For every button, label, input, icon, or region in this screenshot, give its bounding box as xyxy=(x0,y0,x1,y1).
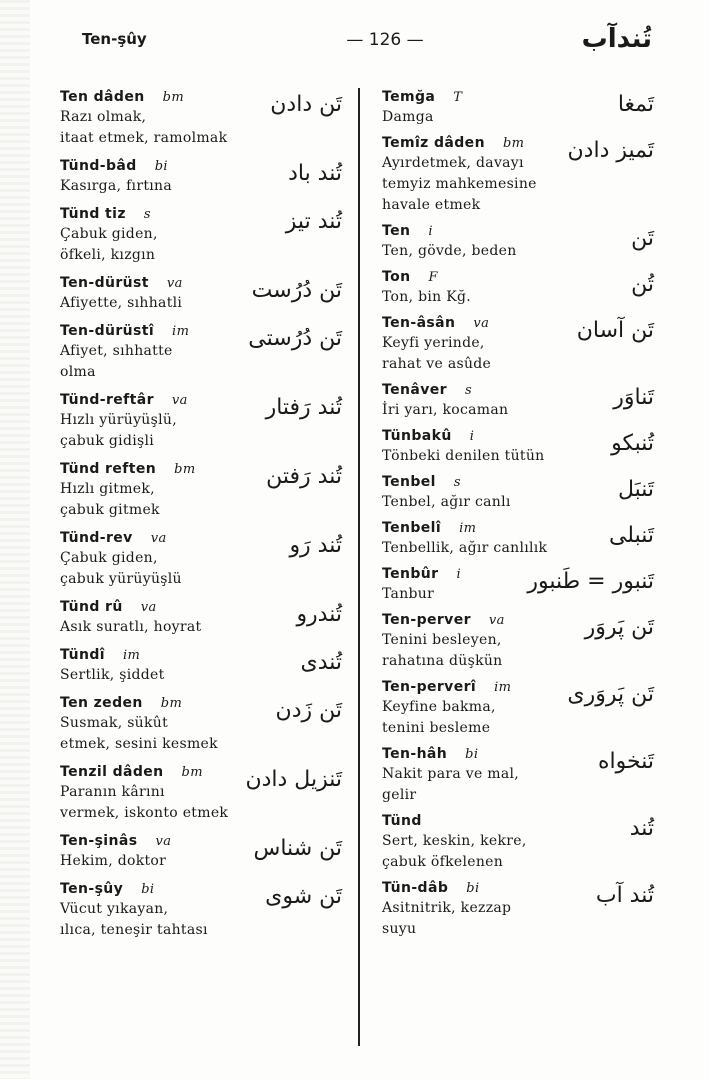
grammar-abbreviation: bm xyxy=(174,462,196,477)
grammar-abbreviation: bm xyxy=(162,90,185,105)
headword-text: Ten-şûy xyxy=(60,881,124,897)
arabic-script-word: تَن شوى xyxy=(265,884,342,909)
arabic-script-word: تَن xyxy=(631,226,654,251)
definition-line: temyiz mahkemesine xyxy=(382,176,537,192)
definition-line: Tenbel, ağır canlı xyxy=(382,494,511,510)
dictionary-entry xyxy=(60,832,342,872)
dictionary-entry xyxy=(382,565,654,605)
definition-line: Hızlı gitmek, xyxy=(60,481,155,497)
definition-line: Razı olmak, xyxy=(60,109,147,125)
dictionary-entry xyxy=(60,157,342,197)
headword-text: Ten zeden xyxy=(60,695,143,711)
definition-line: Tenini besleyen, xyxy=(382,632,502,648)
dictionary-entry xyxy=(60,763,342,824)
dictionary-entry xyxy=(382,88,654,128)
grammar-abbreviation: va xyxy=(488,613,505,628)
definition-line: Kasırga, fırtına xyxy=(60,178,172,194)
arabic-script-word: تَن زَدن xyxy=(275,698,342,723)
grammar-abbreviation: i xyxy=(456,567,462,582)
definition-line: Paranın kârını xyxy=(60,784,165,800)
headword-text: Tünd xyxy=(382,813,422,829)
headword-text: Ten-dürüst xyxy=(60,275,149,291)
dictionary-entry xyxy=(60,694,342,755)
arabic-catchword: تُندآب xyxy=(581,24,652,54)
column-divider xyxy=(358,88,360,1046)
definition-line: ılıca, teneşir tahtası xyxy=(60,922,208,938)
arabic-script-word: تَنبَل xyxy=(617,477,654,502)
page-number: — 126 — xyxy=(346,30,424,50)
definition-line: öfkeli, kızgın xyxy=(60,247,156,263)
grammar-abbreviation: bi xyxy=(466,881,480,896)
headword-text: Tünbakû xyxy=(382,428,452,444)
headword-text: Tünd-bâd xyxy=(60,158,137,174)
definition-line: Asık suratlı, hoyrat xyxy=(60,619,202,635)
definition-line: havale etmek xyxy=(382,197,481,213)
headword xyxy=(382,812,654,831)
arabic-script-word: تُند xyxy=(629,816,654,841)
dictionary-entry xyxy=(382,268,654,308)
headword-text: Ten-perverî xyxy=(382,679,477,695)
grammar-abbreviation: bi xyxy=(154,159,168,174)
headword xyxy=(382,268,654,287)
headword-text: Tenâver xyxy=(382,382,447,398)
headword-text: Ten xyxy=(382,223,411,239)
definition-line: Afiyet, sıhhatte xyxy=(60,343,173,359)
grammar-abbreviation: va xyxy=(166,276,183,291)
definition-line: etmek, sesini kesmek xyxy=(60,736,218,752)
dictionary-entry xyxy=(60,598,342,638)
dictionary-entry xyxy=(60,529,342,590)
definition-line: Keyfi yerinde, xyxy=(382,335,485,351)
headword-text: Temğa xyxy=(382,89,436,105)
arabic-script-word: تُند تيز xyxy=(285,209,342,234)
headword-text: Tündî xyxy=(60,647,105,663)
dictionary-entry xyxy=(382,473,654,513)
definition-line: suyu xyxy=(382,921,417,937)
grammar-abbreviation: s xyxy=(464,383,473,398)
arabic-script-word: تَن دُرُست xyxy=(251,278,342,303)
definition-line: olma xyxy=(60,364,96,380)
dictionary-entry xyxy=(382,314,654,375)
definition-line: Tenbellik, ağır canlılık xyxy=(382,540,548,556)
arabic-script-word: تَن پَروَر xyxy=(584,615,654,640)
definition-line: Nakit para ve mal, xyxy=(382,766,520,782)
definition-line: Ayırdetmek, davayı xyxy=(382,155,524,171)
arabic-script-word: تَن دُرُستى xyxy=(248,326,342,351)
grammar-abbreviation: bi xyxy=(141,882,155,897)
headword xyxy=(382,222,654,241)
headword-text: Tünd rû xyxy=(60,599,123,615)
dictionary-entry xyxy=(60,205,342,266)
grammar-abbreviation: va xyxy=(150,531,167,546)
headword-text: Temîz dâden xyxy=(382,135,485,151)
grammar-abbreviation: im xyxy=(172,324,190,339)
grammar-abbreviation: bm xyxy=(502,136,525,151)
arabic-script-word: تَنخواه xyxy=(598,749,654,774)
headword xyxy=(382,88,654,107)
headword-text: Ton xyxy=(382,269,411,285)
grammar-abbreviation: va xyxy=(473,316,490,331)
grammar-abbreviation: T xyxy=(453,90,463,105)
dictionary-entry xyxy=(60,391,342,452)
definition-line: Çabuk giden, xyxy=(60,550,158,566)
dictionary-entry xyxy=(60,880,342,941)
definition-line: İri yarı, kocaman xyxy=(382,402,509,418)
dictionary-entry xyxy=(60,88,342,149)
definition-line: Sertlik, şiddet xyxy=(60,667,165,683)
grammar-abbreviation: s xyxy=(143,207,151,222)
arabic-script-word: تَنبور = طَنبور xyxy=(527,569,654,594)
dictionary-entry xyxy=(382,427,654,467)
arabic-script-word: تُند رَفتار xyxy=(265,395,342,420)
definition-line: çabuk gitmek xyxy=(60,502,160,518)
arabic-script-word: تَن دادن xyxy=(270,92,342,117)
grammar-abbreviation: im xyxy=(494,680,512,695)
arabic-script-word: تُن xyxy=(631,272,654,297)
definition-line: Ton, bin Kğ. xyxy=(382,289,471,305)
definition-line: rahat ve asûde xyxy=(382,356,492,372)
arabic-script-word: تَن شناس xyxy=(253,836,342,861)
running-head: Ten-şûy xyxy=(82,30,147,48)
headword-text: Ten dâden xyxy=(60,89,145,105)
headword-text: Tünd tiz xyxy=(60,206,126,222)
definition-line: Keyfine bakma, xyxy=(382,699,496,715)
definition-line: Vücut yıkayan, xyxy=(60,901,169,917)
dictionary-entry xyxy=(60,646,342,686)
arabic-script-word: تَن پَروَرى xyxy=(567,682,654,707)
grammar-abbreviation: i xyxy=(428,224,433,239)
definition-line: Asitnitrik, kezzap xyxy=(382,900,512,916)
headword-text: Ten-dürüstî xyxy=(60,323,155,339)
definition-line: çabuk yürüyüşlü xyxy=(60,571,182,587)
headword-text: Ten-âsân xyxy=(382,315,456,331)
headword-text: Ten-perver xyxy=(382,612,471,628)
grammar-abbreviation: va xyxy=(140,600,157,615)
arabic-script-word: تُند رَو xyxy=(289,533,342,558)
arabic-script-word: تُندى xyxy=(300,650,342,675)
dictionary-entry xyxy=(382,678,654,739)
dictionary-entry xyxy=(60,274,342,314)
definition-line: itaat etmek, ramolmak xyxy=(60,130,228,146)
definition-line: tenini besleme xyxy=(382,720,491,736)
definition-line: çabuk gidişli xyxy=(60,433,155,449)
headword-text: Ten-hâh xyxy=(382,746,448,762)
right-column xyxy=(382,88,654,946)
page-edge xyxy=(0,0,30,1079)
definition-line: Ten, gövde, beden xyxy=(382,243,517,259)
definition-line: Hızlı yürüyüşlü, xyxy=(60,412,177,428)
headword-text: Tün-dâb xyxy=(382,880,449,896)
grammar-abbreviation: im xyxy=(122,648,141,663)
definition-line: vermek, iskonto etmek xyxy=(60,805,229,821)
dictionary-entry xyxy=(382,519,654,559)
headword-text: Tenbel xyxy=(382,474,436,490)
arabic-script-word: تُند باد xyxy=(288,161,342,186)
grammar-abbreviation: F xyxy=(428,270,438,285)
arabic-script-word: تُند رَفتن xyxy=(266,464,342,489)
definition-line: Hekim, doktor xyxy=(60,853,167,869)
definition-line: Sert, keskin, kekre, xyxy=(382,833,527,849)
definition-line: Susmak, sükût xyxy=(60,715,169,731)
definition-line: Tanbur xyxy=(382,586,435,602)
dictionary-entry xyxy=(382,381,654,421)
headword-text: Ten-şinâs xyxy=(60,833,138,849)
arabic-script-word: تَمغا xyxy=(617,92,654,117)
dictionary-entry xyxy=(382,222,654,262)
definition-line: Damga xyxy=(382,109,434,125)
headword-text: Tünd-rev xyxy=(60,530,133,546)
headword-text: Tenzil dâden xyxy=(60,764,164,780)
arabic-script-word: تُندرو xyxy=(296,602,342,627)
definition-line: çabuk öfkelenen xyxy=(382,854,504,870)
dictionary-entry xyxy=(382,611,654,672)
grammar-abbreviation: va xyxy=(155,834,172,849)
grammar-abbreviation: va xyxy=(171,393,188,408)
headword-text: Tünd-reftâr xyxy=(60,392,154,408)
arabic-script-word: تَن آسان xyxy=(576,318,654,343)
grammar-abbreviation: s xyxy=(453,475,461,490)
grammar-abbreviation: bm xyxy=(160,696,183,711)
dictionary-entry xyxy=(60,460,342,521)
arabic-script-word: تَميز دادن xyxy=(567,138,654,163)
headword-text: Tünd reften xyxy=(60,461,157,477)
definition-line: gelir xyxy=(382,787,417,803)
arabic-script-word: تُند آب xyxy=(595,883,654,908)
arabic-script-word: تَناوَر xyxy=(613,385,654,410)
definition-line: Çabuk giden, xyxy=(60,226,158,242)
definition-line: Afiyette, sıhhatli xyxy=(60,295,183,311)
arabic-script-word: تَنبلى xyxy=(608,523,654,548)
headword xyxy=(382,473,654,492)
left-column xyxy=(60,88,342,949)
dictionary-entry xyxy=(60,322,342,383)
headword-text: Tenbelî xyxy=(382,520,442,536)
definition-line: rahatına düşkün xyxy=(382,653,503,669)
grammar-abbreviation: im xyxy=(459,521,477,536)
dictionary-entry xyxy=(382,879,654,940)
grammar-abbreviation: i xyxy=(469,429,475,444)
grammar-abbreviation: bm xyxy=(181,765,203,780)
grammar-abbreviation: bi xyxy=(465,747,479,762)
arabic-script-word: تُنبكو xyxy=(611,431,654,456)
dictionary-entry xyxy=(382,745,654,806)
arabic-script-word: تَنزيل دادن xyxy=(245,767,342,792)
dictionary-entry xyxy=(382,812,654,873)
dictionary-entry xyxy=(382,134,654,216)
headword-text: Tenbûr xyxy=(382,566,439,582)
definition-line: Tönbeki denilen tütün xyxy=(382,448,545,464)
